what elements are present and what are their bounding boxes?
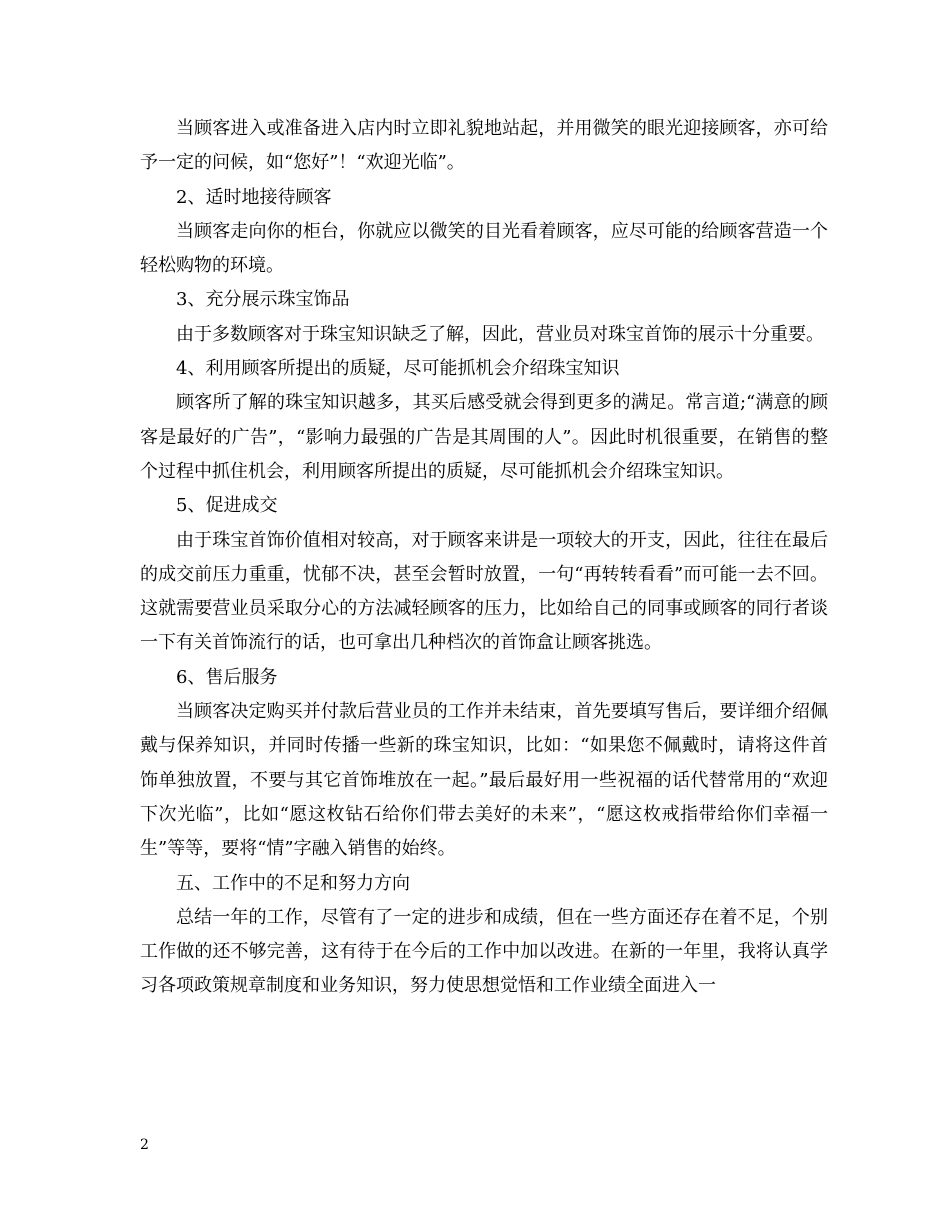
document-body xyxy=(140,112,828,1004)
heading-after-sales: 6、售后服务 xyxy=(176,666,278,688)
heading-use-questions: 4、利用顾客所提出的质疑，尽可能抓机会介绍珠宝知识 xyxy=(176,358,620,380)
heading-display-jewelry: 3、充分展示珠宝饰品 xyxy=(176,289,350,311)
paragraph-use-questions: 顾客所了解的珠宝知识越多，其买后感受就会得到更多的满足。常言道;“满意的顾客是最好的广告”，“影响力最强的广告是其周围的人”。因此时机很重要，在销售的整个过程中抓住机会，利用顾客所提出的质疑，尽可能抓机会介绍珠宝知识。 xyxy=(140,392,828,482)
heading-shortcomings: 五、工作中的不足和努力方向 xyxy=(176,872,410,894)
heading-promote-deal: 5、促进成交 xyxy=(176,495,278,517)
paragraph-display-jewelry: 由于多数顾客对于珠宝知识缺乏了解，因此，营业员对珠宝首饰的展示十分重要。 xyxy=(176,323,824,345)
paragraph-after-sales: 当顾客决定购买并付款后营业员的工作并未结束，首先要填写售后，要详细介绍佩戴与保养知识，并同时传播一些新的珠宝知识，比如：“如果您不佩戴时，请将这件首饰单独放置，不要与其它首饰堆放在一起。”最后最好用一些祝福的话代替常用的“欢迎下次光临”，比如“愿这枚钻石给你们带去美好的未来”，“愿这枚戒指带给你们幸福一生”等等，要将“情”字融入销售的始终。 xyxy=(140,701,828,860)
paragraph-timely-reception: 当顾客走向你的柜台，你就应以微笑的目光看着顾客，应尽可能的给顾客营造一个轻松购物的环境。 xyxy=(140,220,828,277)
paragraph-greeting: 当顾客进入或准备进入店内时立即礼貌地站起，并用微笑的眼光迎接顾客，亦可给予一定的问候，如“您好”！“欢迎光临”。 xyxy=(140,118,828,174)
paragraph-promote-deal: 由于珠宝首饰价值相对较高，对于顾客来讲是一项较大的开支，因此，往往在最后的成交前压力重重，忧郁不决，甚至会暂时放置，一句“再转转看看”而可能一去不回。这就需要营业员采取分心的方法减轻顾客的压力，比如给自己的同事或顾客的同行者谈一下有关首饰流行的话，也可拿出几种档次的首饰盒让顾客挑选。 xyxy=(140,529,828,654)
page-number: 2 xyxy=(140,1137,149,1153)
paragraph-shortcomings: 总结一年的工作，尽管有了一定的进步和成绩，但在一些方面还存在着不足，个别工作做的还不够完善，这有待于在今后的工作中加以改进。在新的一年里，我将认真学习各项政策规章制度和业务知识，努力使思想觉悟和工作业绩全面进入一 xyxy=(140,906,828,997)
heading-timely-reception: 2、适时地接待顾客 xyxy=(176,186,332,208)
